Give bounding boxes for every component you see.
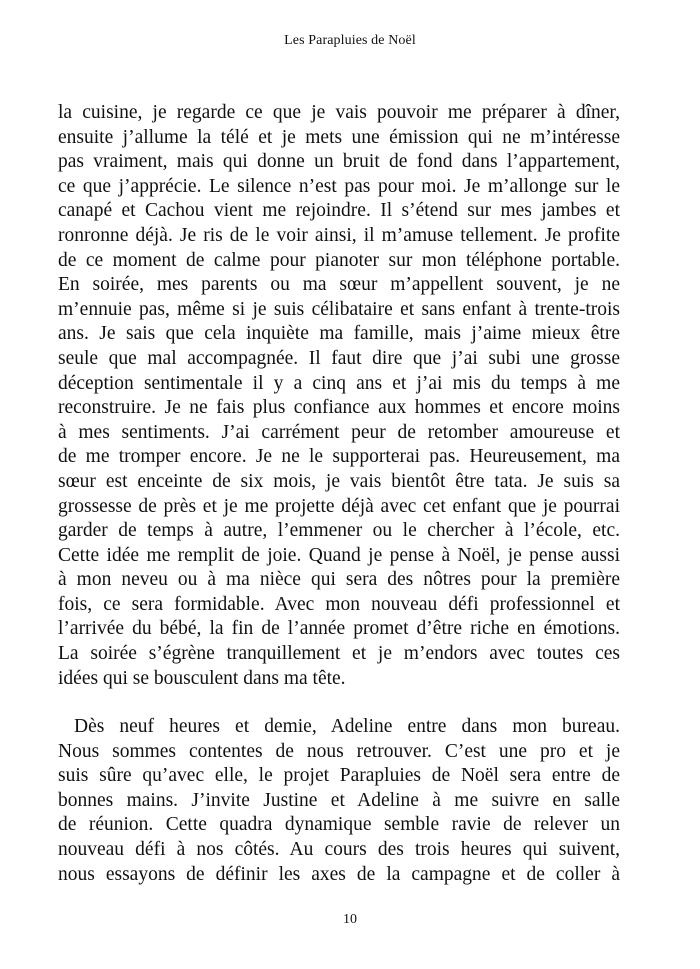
- text-line: de réunion. Cette quadra dynamique semble ravie de relever un: [58, 814, 620, 836]
- text-line: ans. Je sais que cela inquiète ma famille, mais j’aime mieux être: [58, 323, 620, 345]
- text-line: m’ennuie pas, même si je suis célibataire et sans enfant à trente-trois: [58, 298, 620, 320]
- text-line: à mon neveu ou à ma nièce qui sera des nôtres pour la première: [58, 569, 620, 591]
- text-line: suis sûre qu’avec elle, le projet Parapluies de Noël sera entre de: [58, 765, 620, 787]
- text-line: déception sentimentale il y a cinq ans et j’ai mis du temps à me: [58, 372, 620, 394]
- text-line: de me tromper encore. Je ne le supporterai pas. Heureusement, ma: [58, 446, 620, 468]
- text-line: En soirée, mes parents ou ma sœur m’appellent souvent, je ne: [58, 274, 620, 296]
- text-line: idées qui se bousculent dans ma tête.: [58, 667, 346, 689]
- text-line: nouveau défi à nos côtés. Au cours des trois heures qui suivent,: [58, 838, 620, 860]
- text-line: reconstruire. Je ne fais plus confiance aux hommes et encore moins: [58, 397, 620, 419]
- text-line: l’arrivée du bébé, la fin de l’année promet d’être riche en émotions.: [58, 618, 620, 640]
- text-line: ronronne déjà. Je ris de le voir ainsi, il m’amuse tellement. Je profite: [58, 224, 620, 246]
- text-line: à mes sentiments. J’ai carrément peur de retomber amoureuse et: [58, 421, 620, 443]
- text-line: pas vraiment, mais qui donne un bruit de fond dans l’appartement,: [58, 151, 620, 173]
- text-line: ce que j’apprécie. Le silence n’est pas pour moi. Je m’allonge sur le: [58, 175, 620, 197]
- text-line: bonnes mains. J’invite Justine et Adeline à me suivre en salle: [58, 789, 620, 811]
- text-line: Cette idée me remplit de joie. Quand je pense à Noël, je pense aussi: [58, 544, 620, 566]
- text-line: fois, ce sera formidable. Avec mon nouveau défi professionnel et: [58, 593, 620, 615]
- text-line: La soirée s’égrène tranquillement et je m’endors avec toutes ces: [58, 643, 620, 665]
- text-line: Dès neuf heures et demie, Adeline entre dans mon bureau.: [74, 716, 620, 737]
- paragraph-2: [58, 715, 620, 887]
- text-line: canapé et Cachou vient me rejoindre. Il s’étend sur mes jambes et: [58, 200, 620, 222]
- text-line: ensuite j’allume la télé et je mets une émission qui ne m’intéresse: [58, 126, 620, 148]
- page-number: 10: [343, 912, 357, 927]
- text-line: Nous sommes contentes de nous retrouver. C’est une pro et je: [58, 740, 620, 762]
- text-line: de ce moment de calme pour pianoter sur mon téléphone portable.: [58, 249, 620, 271]
- text-line: grossesse de près et je me projette déjà avec cet enfant que je pourrai: [58, 495, 620, 517]
- text-line: sœur est enceinte de six mois, je vais bientôt être tata. Je suis sa: [58, 470, 620, 492]
- text-line: nous essayons de définir les axes de la campagne et de coller à: [58, 863, 620, 885]
- text-line: seule que mal accompagnée. Il faut dire que j’ai subi une grosse: [58, 347, 620, 369]
- text-line: garder de temps à autre, l’emmener ou le chercher à l’école, etc.: [58, 520, 620, 542]
- paragraph-1: [58, 101, 620, 691]
- running-header: Les Parapluies de Noël: [284, 33, 416, 48]
- text-line: la cuisine, je regarde ce que je vais pouvoir me préparer à dîner,: [58, 102, 620, 123]
